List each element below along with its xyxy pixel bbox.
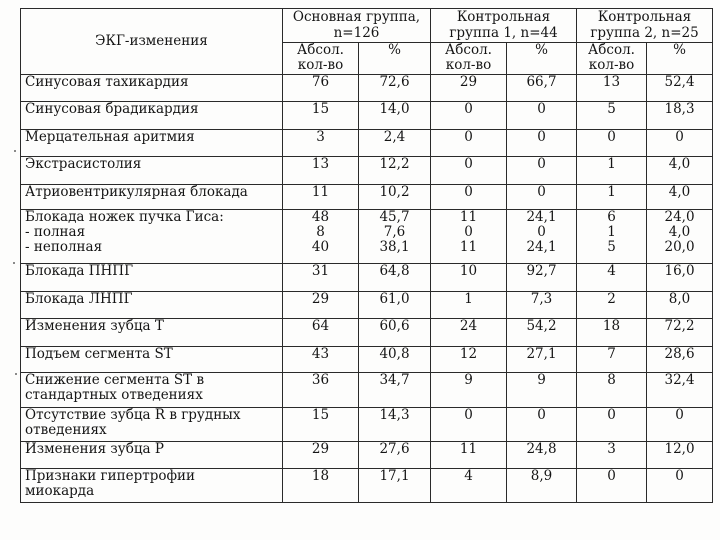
- header-percent: [647, 43, 713, 75]
- percent-value: 0: [537, 184, 546, 200]
- abs-count-cell: [283, 157, 359, 185]
- percent-value: 28,6: [664, 346, 695, 362]
- abs-count-cell: [431, 442, 507, 469]
- percent-cell: [507, 319, 577, 347]
- table-row: [21, 210, 713, 264]
- indicator-cell: [21, 102, 283, 130]
- percent-value: 27,1: [526, 346, 557, 362]
- indicator-cell: [21, 185, 283, 210]
- abs-count-value: 4: [607, 263, 616, 279]
- abs-count-value: 5: [607, 101, 616, 117]
- percent-value: 14,0: [379, 101, 410, 117]
- indicator-cell: [21, 408, 283, 442]
- abs-count-value: 4: [464, 468, 473, 484]
- percent-value: 34,7: [379, 372, 410, 388]
- abs-count-value: 29: [311, 291, 330, 307]
- abs-count-cell: [431, 347, 507, 373]
- percent-value: 0: [675, 129, 684, 145]
- abs-count-cell: [283, 75, 359, 102]
- abs-count-cell: [431, 102, 507, 130]
- percent-value: 0: [675, 468, 684, 484]
- header-abs-count-text: Абсол. кол-во: [445, 42, 492, 73]
- indicator-text: Мерцательная аритмия: [25, 129, 195, 145]
- percent-value: 18,3: [664, 101, 695, 117]
- percent-value: 12,2: [379, 156, 410, 172]
- percent-value: 0: [537, 156, 546, 172]
- indicator-text: Синусовая брадикардия: [25, 101, 199, 117]
- abs-count-value: 36: [311, 372, 330, 388]
- percent-cell: [359, 408, 431, 442]
- percent-value: 0: [537, 129, 546, 145]
- abs-count-value: 15: [311, 101, 330, 117]
- indicator-cell: [21, 469, 283, 503]
- percent-value: 8,9: [530, 468, 553, 484]
- indicator-cell: [21, 347, 283, 373]
- abs-count-value: 43: [311, 346, 330, 362]
- indicator-cell: [21, 130, 283, 157]
- abs-count-cell: [577, 130, 647, 157]
- percent-value: 9: [537, 372, 546, 388]
- abs-count-value: 24: [459, 318, 478, 334]
- abs-count-value: 2: [607, 291, 616, 307]
- percent-cell: [647, 347, 713, 373]
- header-percent-text: %: [388, 42, 401, 58]
- indicator-text: Признаки гипертрофии: [25, 468, 196, 484]
- abs-count-value: 29: [459, 74, 478, 90]
- percent-cell: [359, 347, 431, 373]
- percent-cell: [359, 469, 431, 503]
- table-row: [21, 292, 713, 319]
- abs-count-cell: [283, 469, 359, 503]
- percent-value: 0: [537, 224, 546, 240]
- abs-count-cell: [431, 75, 507, 102]
- abs-count-value: 9: [464, 372, 473, 388]
- percent-cell: [507, 210, 577, 264]
- abs-count-cell: [577, 157, 647, 185]
- indicator-text: Атриовентрикулярная блокада: [25, 184, 248, 200]
- percent-cell: [507, 130, 577, 157]
- percent-value: 8,0: [668, 291, 691, 307]
- header-abs-count: [283, 43, 359, 75]
- abs-count-value: 18: [602, 318, 621, 334]
- percent-value: 4,0: [668, 224, 691, 240]
- percent-value: 4,0: [668, 156, 691, 172]
- abs-count-value: 11: [311, 184, 330, 200]
- header-percent: [359, 43, 431, 75]
- abs-count-value: 13: [311, 156, 330, 172]
- percent-value: 38,1: [379, 239, 410, 255]
- percent-value: 24,0: [664, 209, 695, 225]
- percent-cell: [647, 185, 713, 210]
- percent-cell: [647, 408, 713, 442]
- percent-cell: [359, 264, 431, 292]
- percent-value: 0: [537, 407, 546, 423]
- abs-count-value: 11: [459, 441, 478, 457]
- header-ecg-changes: [21, 9, 283, 75]
- header-row-1: [21, 9, 713, 43]
- abs-count-value: 12: [459, 346, 478, 362]
- percent-cell: [647, 102, 713, 130]
- abs-count-value: 64: [311, 318, 330, 334]
- abs-count-value: 8: [607, 372, 616, 388]
- abs-count-cell: [577, 75, 647, 102]
- percent-cell: [507, 75, 577, 102]
- percent-value: 64,8: [379, 263, 410, 279]
- abs-count-value: 1: [607, 224, 616, 240]
- indicator-cell: [21, 210, 283, 264]
- abs-count-cell: [283, 130, 359, 157]
- percent-value: 92,7: [526, 263, 557, 279]
- percent-cell: [507, 292, 577, 319]
- abs-count-value: 76: [311, 74, 330, 90]
- percent-cell: [647, 157, 713, 185]
- abs-count-cell: [283, 373, 359, 408]
- abs-count-cell: [431, 130, 507, 157]
- indicator-text: Блокада ножек пучка Гиса:: [25, 209, 224, 225]
- percent-value: 4,0: [668, 184, 691, 200]
- indicator-text: Подъем сегмента ST: [25, 346, 173, 362]
- abs-count-value: 0: [464, 184, 473, 200]
- scan-speck: [13, 262, 15, 264]
- indicator-text: Блокада ПНПГ: [25, 263, 134, 279]
- indicator-cell: [21, 442, 283, 469]
- abs-count-value: 18: [311, 468, 330, 484]
- indicator-cell: [21, 157, 283, 185]
- abs-count-value: 1: [464, 291, 473, 307]
- abs-count-cell: [283, 264, 359, 292]
- indicator-text: Синусовая тахикардия: [25, 74, 189, 90]
- abs-count-cell: [283, 347, 359, 373]
- indicator-text: - неполная: [25, 239, 103, 255]
- percent-value: 61,0: [379, 291, 410, 307]
- header-abs-count-text: Абсол. кол-во: [588, 42, 635, 73]
- abs-count-cell: [577, 408, 647, 442]
- percent-cell: [647, 442, 713, 469]
- percent-cell: [359, 210, 431, 264]
- abs-count-cell: [283, 102, 359, 130]
- abs-count-value: 0: [464, 101, 473, 117]
- percent-value: 0: [675, 407, 684, 423]
- abs-count-value: 0: [607, 407, 616, 423]
- header-percent-text: %: [535, 42, 548, 58]
- header-ecg-changes-text: ЭКГ-изменения: [95, 33, 208, 49]
- percent-value: 12,0: [664, 441, 695, 457]
- abs-count-cell: [283, 319, 359, 347]
- percent-cell: [507, 157, 577, 185]
- percent-value: 7,6: [383, 224, 406, 240]
- table-row: [21, 469, 713, 503]
- percent-value: 2,4: [383, 129, 406, 145]
- table-row: [21, 130, 713, 157]
- table-row: [21, 264, 713, 292]
- abs-count-cell: [577, 102, 647, 130]
- table-row: [21, 75, 713, 102]
- abs-count-cell: [431, 292, 507, 319]
- percent-cell: [359, 75, 431, 102]
- abs-count-value: 5: [607, 239, 616, 255]
- abs-count-value: 0: [464, 156, 473, 172]
- percent-value: 40,8: [379, 346, 410, 362]
- abs-count-cell: [431, 373, 507, 408]
- header-group-main-text: Основная группа, n=126: [292, 9, 421, 41]
- ecg-changes-table: [20, 8, 713, 503]
- abs-count-value: 3: [316, 129, 325, 145]
- indicator-text: Отсутствие зубца R в грудных: [25, 407, 241, 423]
- abs-count-value: 31: [311, 263, 330, 279]
- indicator-text: Изменения зубца Р: [25, 441, 164, 457]
- percent-cell: [507, 442, 577, 469]
- percent-value: 32,4: [664, 372, 695, 388]
- abs-count-value: 13: [602, 74, 621, 90]
- percent-value: 24,1: [526, 239, 557, 255]
- abs-count-cell: [431, 319, 507, 347]
- abs-count-cell: [283, 210, 359, 264]
- header-percent: [507, 43, 577, 75]
- percent-cell: [359, 319, 431, 347]
- table-row: [21, 102, 713, 130]
- indicator-text: - полная: [25, 224, 86, 240]
- percent-cell: [359, 442, 431, 469]
- indicator-cell: [21, 319, 283, 347]
- abs-count-cell: [577, 442, 647, 469]
- percent-value: 66,7: [526, 74, 557, 90]
- percent-cell: [647, 373, 713, 408]
- abs-count-cell: [431, 469, 507, 503]
- percent-value: 72,2: [664, 318, 695, 334]
- indicator-cell: [21, 75, 283, 102]
- percent-value: 24,1: [526, 209, 557, 225]
- indicator-text: Изменения зубца Т: [25, 318, 164, 334]
- percent-value: 7,3: [530, 291, 553, 307]
- percent-value: 52,4: [664, 74, 695, 90]
- percent-cell: [507, 347, 577, 373]
- indicator-text: стандартных отведениях: [25, 387, 203, 403]
- table-row: [21, 442, 713, 469]
- percent-value: 24,8: [526, 441, 557, 457]
- percent-value: 60,6: [379, 318, 410, 334]
- header-group-control-2-text: Контрольная группа 2, n=25: [590, 9, 699, 41]
- abs-count-value: 0: [464, 407, 473, 423]
- abs-count-value: 0: [607, 129, 616, 145]
- abs-count-value: 0: [607, 468, 616, 484]
- header-percent-text: %: [673, 42, 686, 58]
- percent-value: 0: [537, 101, 546, 117]
- abs-count-value: 29: [311, 441, 330, 457]
- abs-count-cell: [431, 157, 507, 185]
- abs-count-value: 11: [459, 209, 478, 225]
- scan-speck: [15, 373, 17, 375]
- abs-count-value: 0: [464, 224, 473, 240]
- percent-cell: [359, 157, 431, 185]
- abs-count-value: 6: [607, 209, 616, 225]
- header-group-control-1: [431, 9, 577, 43]
- table-row: [21, 408, 713, 442]
- percent-cell: [359, 102, 431, 130]
- percent-cell: [647, 469, 713, 503]
- abs-count-cell: [577, 264, 647, 292]
- indicator-text: миокарда: [25, 483, 95, 499]
- table-row: [21, 319, 713, 347]
- percent-cell: [359, 373, 431, 408]
- indicator-text: отведениях: [25, 422, 107, 438]
- percent-value: 10,2: [379, 184, 410, 200]
- abs-count-value: 3: [607, 441, 616, 457]
- table-row: [21, 373, 713, 408]
- table-row: [21, 157, 713, 185]
- abs-count-cell: [577, 210, 647, 264]
- percent-value: 27,6: [379, 441, 410, 457]
- abs-count-value: 1: [607, 184, 616, 200]
- percent-cell: [647, 210, 713, 264]
- indicator-text: Экстрасистолия: [25, 156, 142, 172]
- abs-count-cell: [431, 408, 507, 442]
- abs-count-cell: [431, 185, 507, 210]
- scan-speck: [14, 150, 16, 152]
- abs-count-value: 48: [311, 209, 330, 225]
- percent-cell: [507, 469, 577, 503]
- abs-count-cell: [577, 347, 647, 373]
- percent-cell: [647, 130, 713, 157]
- header-group-main: [283, 9, 431, 43]
- indicator-cell: [21, 373, 283, 408]
- percent-cell: [647, 292, 713, 319]
- percent-value: 54,2: [526, 318, 557, 334]
- indicator-cell: [21, 264, 283, 292]
- abs-count-cell: [577, 292, 647, 319]
- abs-count-cell: [283, 442, 359, 469]
- percent-cell: [507, 408, 577, 442]
- header-abs-count: [577, 43, 647, 75]
- percent-value: 45,7: [379, 209, 410, 225]
- indicator-cell: [21, 292, 283, 319]
- percent-cell: [647, 75, 713, 102]
- indicator-text: Блокада ЛНПГ: [25, 291, 133, 307]
- abs-count-cell: [577, 185, 647, 210]
- abs-count-value: 10: [459, 263, 478, 279]
- abs-count-cell: [283, 185, 359, 210]
- percent-cell: [359, 292, 431, 319]
- percent-cell: [507, 264, 577, 292]
- table-row: [21, 185, 713, 210]
- abs-count-value: 1: [607, 156, 616, 172]
- percent-cell: [647, 264, 713, 292]
- percent-cell: [647, 319, 713, 347]
- abs-count-value: 7: [607, 346, 616, 362]
- abs-count-cell: [431, 264, 507, 292]
- header-group-control-2: [577, 9, 713, 43]
- abs-count-cell: [283, 292, 359, 319]
- abs-count-value: 11: [459, 239, 478, 255]
- abs-count-value: 40: [311, 239, 330, 255]
- percent-value: 14,3: [379, 407, 410, 423]
- abs-count-value: 15: [311, 407, 330, 423]
- header-abs-count-text: Абсол. кол-во: [297, 42, 344, 73]
- percent-value: 17,1: [379, 468, 410, 484]
- abs-count-cell: [577, 469, 647, 503]
- abs-count-cell: [431, 210, 507, 264]
- percent-cell: [359, 185, 431, 210]
- abs-count-cell: [577, 373, 647, 408]
- header-group-control-1-text: Контрольная группа 1, n=44: [449, 9, 558, 41]
- abs-count-value: 8: [316, 224, 325, 240]
- percent-cell: [507, 102, 577, 130]
- percent-value: 16,0: [664, 263, 695, 279]
- abs-count-cell: [577, 319, 647, 347]
- table-row: [21, 347, 713, 373]
- abs-count-cell: [283, 408, 359, 442]
- percent-cell: [359, 130, 431, 157]
- percent-value: 72,6: [379, 74, 410, 90]
- indicator-text: Снижение сегмента ST в: [25, 372, 205, 388]
- percent-value: 20,0: [664, 239, 695, 255]
- percent-cell: [507, 373, 577, 408]
- percent-cell: [507, 185, 577, 210]
- abs-count-value: 0: [464, 129, 473, 145]
- header-abs-count: [431, 43, 507, 75]
